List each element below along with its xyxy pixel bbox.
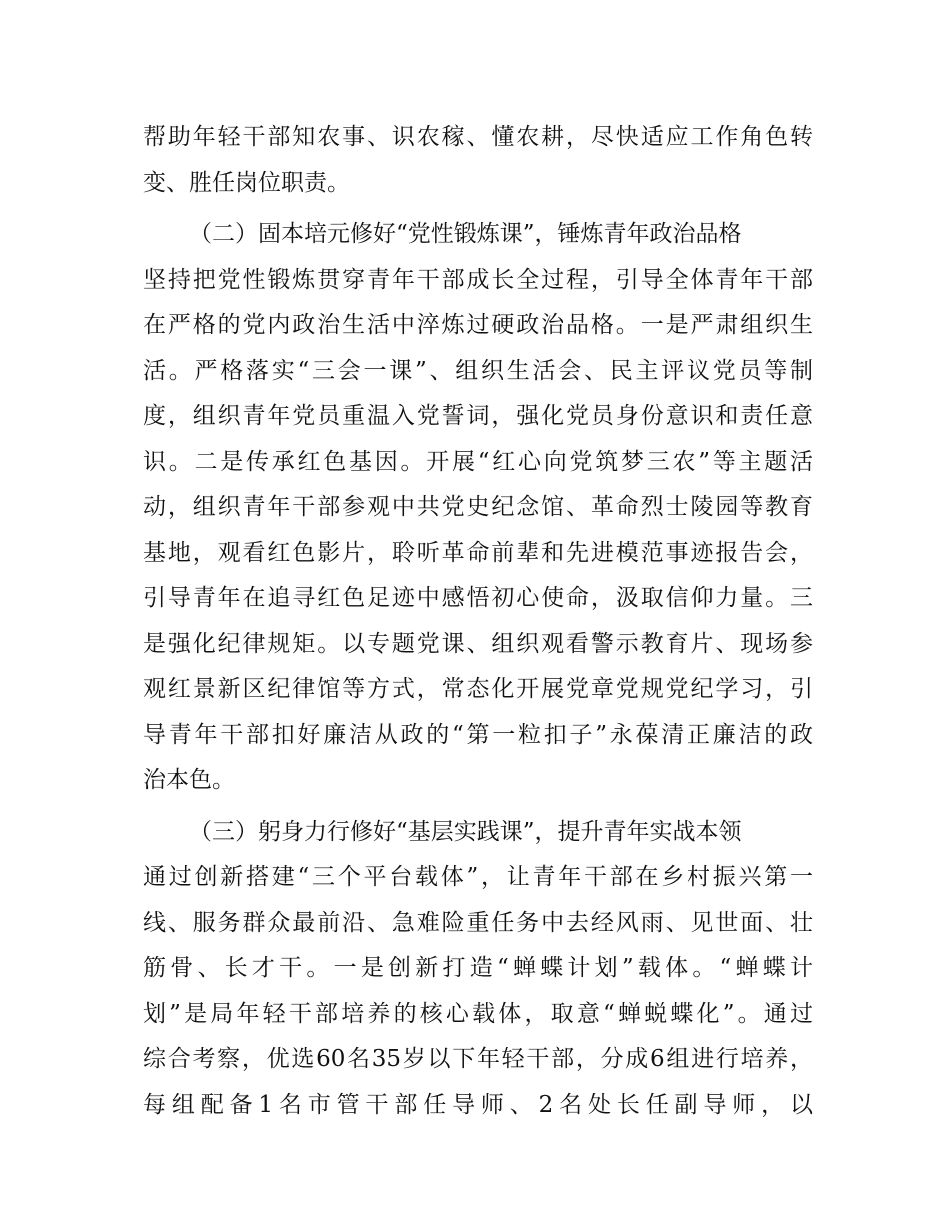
text-line: 度，组织青年党员重温入党誓词，强化党员身份意识和责任意 <box>143 403 813 429</box>
paragraph-section-2 <box>143 258 813 804</box>
text-line: 每组配备1名市管干部任导师、2名处长任副导师，以 <box>143 1091 813 1118</box>
text-line: 坚持把党性锻炼贯穿青年干部成长全过程，引导全体青年干部 <box>143 266 813 293</box>
text-line: 观红景新区纪律馆等方式，常态化开展党章党规党纪学习，引 <box>143 676 813 702</box>
text-line: 帮助年轻干部知农事、识农稼、懂农耕，尽快适应工作角色转 <box>143 124 813 150</box>
paragraph-section-3 <box>143 855 813 1128</box>
text-line: 动，组织青年干部参观中共党史纪念馆、革命烈士陵园等教育 <box>143 494 813 520</box>
section-heading: （三）躬身力行修好“基层实践课”，提升青年实战本领 <box>189 818 742 845</box>
text-line: 划”是局年轻干部培养的核心载体，取意“蝉蜕蝶化”。通过 <box>143 1000 813 1027</box>
section-heading-3 <box>143 810 813 856</box>
section-heading: （二）固本培元修好“党性锻炼课”，锤炼青年政治品格 <box>189 221 742 247</box>
text-line: 引导青年在追寻红色足迹中感悟初心使命，汲取信仰力量。三 <box>143 585 813 611</box>
section-heading-2 <box>143 212 813 258</box>
text-line: 是强化纪律规矩。以专题党课、组织观看警示教育片、现场参 <box>143 630 813 657</box>
text-line: 通过创新搭建“三个平台载体”，让青年干部在乡村振兴第一 <box>143 864 813 890</box>
text-line: 治本色。 <box>143 767 235 793</box>
text-line: 导青年干部扣好廉洁从政的“第一粒扣子”永葆清正廉洁的政 <box>143 721 813 748</box>
text-line: 基地，观看红色影片，聆听革命前辈和先进模范事迹报告会， <box>143 539 813 566</box>
text-line: 活。严格落实“三会一课”、组织生活会、民主评议党员等制 <box>143 357 813 384</box>
text-line: 综合考察，优选60名35岁以下年轻干部，分成6组进行培养， <box>143 1046 813 1072</box>
text-line: 在严格的党内政治生活中淬炼过硬政治品格。一是严肃组织生 <box>143 312 813 338</box>
text-line: 变、胜任岗位职责。 <box>143 169 350 196</box>
text-line: 识。二是传承红色基因。开展“红心向党筑梦三农”等主题活 <box>143 448 813 475</box>
document-body <box>143 115 813 1134</box>
paragraph-intro-continuation <box>143 115 813 206</box>
text-line: 筋骨、长才干。一是创新打造“蝉蝶计划”载体。“蝉蝶计 <box>143 955 813 981</box>
text-line: 线、服务群众最前沿、急难险重任务中去经风雨、见世面、壮 <box>143 909 813 936</box>
